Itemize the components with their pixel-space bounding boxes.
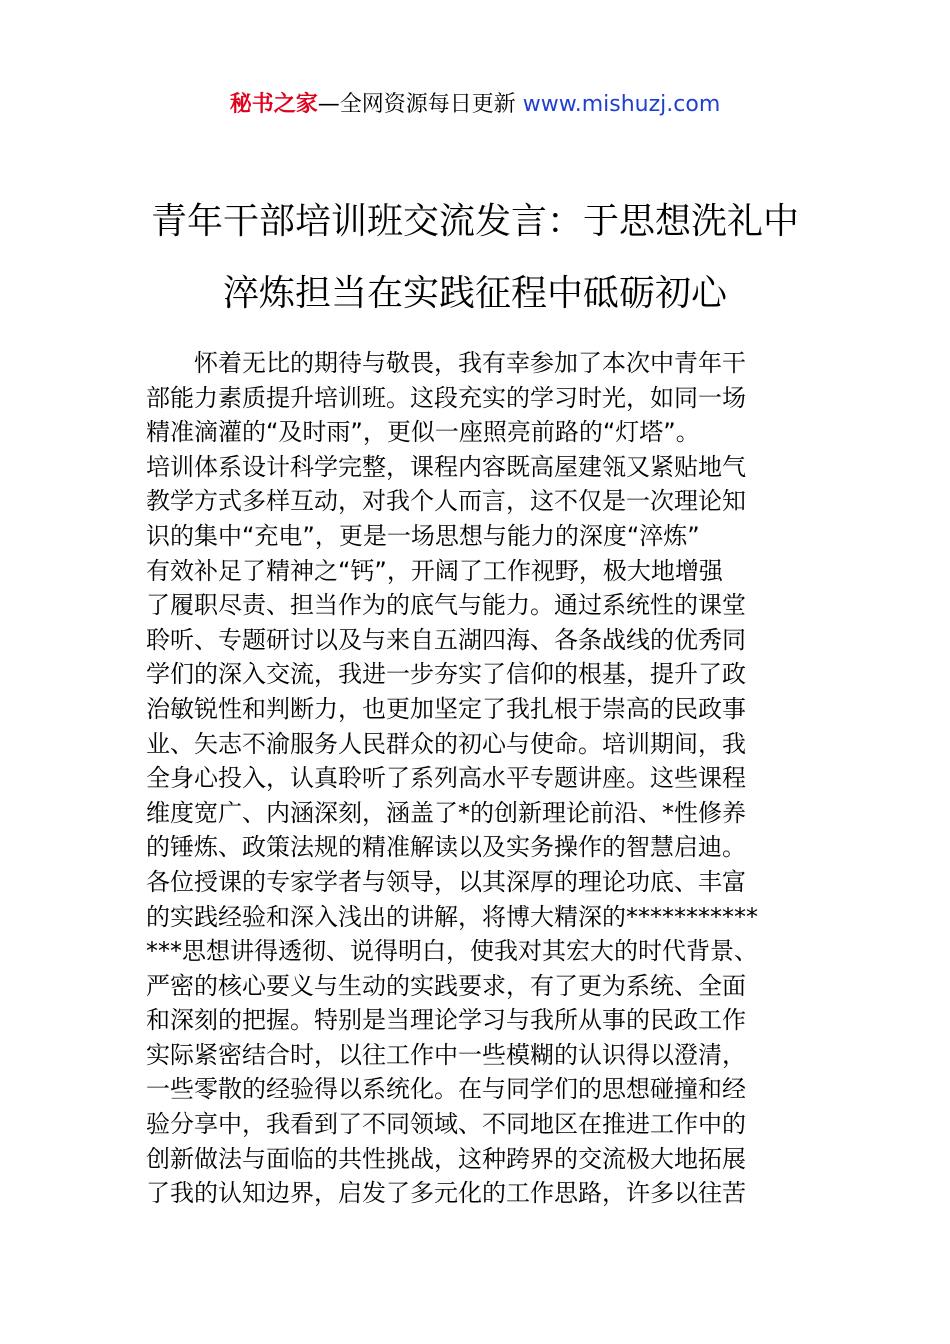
title-line-2: 淬炼担当在实践征程中砥砺初心 (222, 273, 727, 314)
body-line: 验分享中，我看到了不同领域、不同地区在推进工作中的 (146, 1110, 746, 1139)
body-line: 识的集中“充电”，更是一场思想与能力的深度“淬炼” (146, 521, 700, 550)
site-url-link[interactable]: www.mishuzj.com (522, 92, 721, 117)
body-line: 学们的深入交流，我进一步夯实了信仰的根基，提升了政 (146, 660, 746, 689)
document-body (146, 346, 806, 1211)
body-line: 部能力素质提升培训班。这段充实的学习时光，如同一场 (146, 383, 746, 412)
body-line: 和深刻的把握。特别是当理论学习与我所从事的民政工作 (146, 1006, 746, 1035)
body-line: 的实践经验和深入浅出的讲解，将博大精深的*********** (146, 902, 758, 931)
body-line: 聆听、专题研讨以及与来自五湖四海、各条战线的优秀同 (146, 625, 746, 654)
body-line: 培训体系设计科学完整，课程内容既高屋建瓴又紧贴地气 (146, 452, 746, 481)
document-title (0, 186, 950, 330)
header-tagline: —全网资源每日更新 (317, 92, 523, 117)
brand-name: 秘书之家 (229, 92, 318, 117)
body-line: 了履职尽责、担当作为的底气与能力。通过系统性的课堂 (146, 591, 746, 620)
body-line: 一些零散的经验得以系统化。在与同学们的思想碰撞和经 (146, 1075, 746, 1104)
body-line: 实际紧密结合时，以往工作中一些模糊的认识得以澄清， (146, 1040, 746, 1069)
body-line: ***思想讲得透彻、说得明白，使我对其宏大的时代背景、 (146, 937, 758, 966)
body-line: 维度宽广、内涵深刻，涵盖了*的创新理论前沿、*性修养 (146, 798, 746, 827)
body-line: 严密的核心要义与生动的实践要求，有了更为系统、全面 (146, 971, 746, 1000)
body-line: 的锤炼、政策法规的精准解读以及实务操作的智慧启迪。 (146, 833, 746, 862)
body-line: 了我的认知边界，启发了多元化的工作思路，许多以往苦 (146, 1179, 746, 1208)
title-line-1: 青年干部培训班交流发言：于思想洗礼中 (150, 201, 799, 242)
body-line: 教学方式多样互动，对我个人而言，这不仅是一次理论知 (146, 487, 746, 516)
body-line: 全身心投入，认真聆听了系列高水平专题讲座。这些课程 (146, 764, 746, 793)
body-line: 业、矢志不渝服务人民群众的初心与使命。培训期间，我 (146, 729, 746, 758)
body-line: 创新做法与面临的共性挑战，这种跨界的交流极大地拓展 (146, 1144, 746, 1173)
body-line: 怀着无比的期待与敬畏，我有幸参加了本次中青年干 (146, 349, 746, 377)
body-line: 精准滴灌的“及时雨”，更似一座照亮前路的“灯塔”。 (146, 418, 700, 447)
body-line: 治敏锐性和判断力，也更加坚定了我扎根于崇高的民政事 (146, 694, 746, 723)
body-line: 各位授课的专家学者与领导，以其深厚的理论功底、丰富 (146, 867, 746, 896)
body-line: 有效补足了精神之“钙”，开阔了工作视野，极大地增强 (146, 556, 723, 585)
site-header (0, 88, 950, 122)
